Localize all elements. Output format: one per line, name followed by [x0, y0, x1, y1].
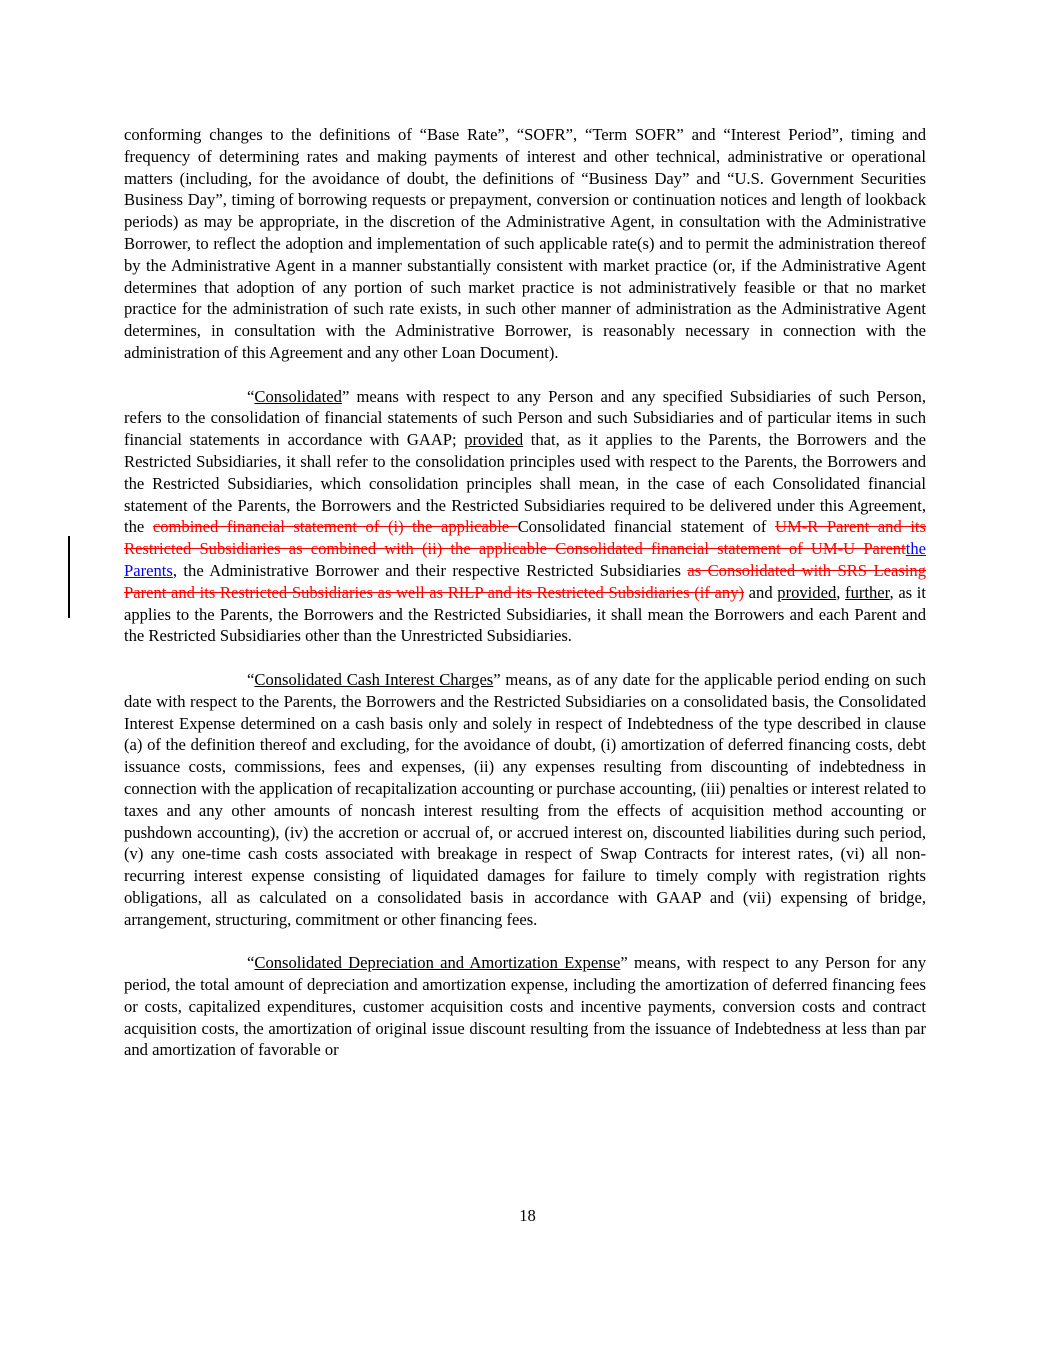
deleted-text: as Consolidated with SRS Leasing Parent and its Restricted Subsidiaries as well as RILP and its Restricted Subsidiaries (if any)	[124, 560, 926, 602]
page-number: 18	[519, 1206, 536, 1225]
revision-change-bar	[68, 536, 70, 618]
further-term: further	[845, 582, 890, 602]
inserted-text: the Parents	[124, 539, 926, 580]
defined-term-consolidated-depreciation-amortization: Consolidated Depreciation and Amortization Expense	[254, 953, 621, 973]
defined-term-consolidated-cash-interest-charges: Consolidated Cash Interest Charges	[254, 669, 494, 689]
paragraph-consolidated-cash-interest-charges: “Consolidated Cash Interest Charges” means, as of any date for the applicable period ending on such date with respect to the Parents, the Borrowers and the Restricted Subsidiaries on a consolidated basis, the Consolidated Interest Expense determined on a cash basis only and solely in respect of Indebtedness of the type described in clause (a) of the definition thereof and excluding, for the avoidance of doubt, (i) amortization of deferred financing costs, debt issuance costs, commissions, fees and expenses, (ii) any expenses resulting from discounting of indebtedness in connection with the application of recapitalization accounting or purchase accounting, (iii) penalties or interest related to taxes and any other amounts of noncash interest resulting from the effects of acquisition method accounting or pushdown accounting), (iv) the accretion or accrual of, or accrued interest on, discounted liabilities during such period, (v) any one-time cash costs associated with breakage in respect of Swap Contracts for interest rates, (vi) all non-recurring interest expense consisting of liquidated damages for failure to timely comply with registration rights obligations, all as calculated on a consolidated basis in accordance with GAAP and (vii) expensing of bridge, arrangement, structuring, commitment or other financing fees.	[124, 669, 927, 929]
deleted-text: UM-R Parent and its Restricted Subsidiaries as combined with (ii) the applicable Consolidated financial statement of UM-U Parent	[124, 517, 926, 559]
provided-term: provided	[777, 582, 837, 602]
paragraph-benchmark-conforming-changes: conforming changes to the definitions of “Base Rate”, “SOFR”, “Term SOFR” and “Interest Period”, timing and frequency of determining rates and making payments of interest and other technical, administrative or operational matters (including, for the avoidance of doubt, the definitions of “Business Day” and “U.S. Government Securities Business Day”, timing of borrowing requests or prepayment, conversion or continuation notices and length of lookback periods) as may be appropriate, in the discretion of the Administrative Agent, in consultation with the Administrative Borrower, to reflect the adoption and implementation of such applicable rate(s) and to permit the administration thereof by the Administrative Agent in a manner substantially consistent with market practice (or, if the Administrative Agent determines that adoption of any portion of such market practice is not administratively feasible or that no market practice for the administration of such rate exists, in such other manner of administration as the Administrative Agent determines, in consultation with the Administrative Borrower, is reasonably necessary in connection with the administration of this Agreement and any other Loan Document).	[124, 125, 926, 362]
defined-term-consolidated: Consolidated	[254, 386, 342, 406]
provided-term: provided	[464, 430, 524, 450]
document-page	[124, 124, 926, 1061]
paragraph-consolidated: “Consolidated” means with respect to any Person and any specified Subsidiaries of such Person, refers to the consolidation of financial statements of such Person and such Subsidiaries and of particular items in such financial statements in accordance with GAAP; provided that, as it applies to the Parents, the Borrowers and the Restricted Subsidiaries, it shall refer to the consolidation principles used with respect to the Parents, the Borrowers and the Restricted Subsidiaries, which consolidation principles shall mean, in the case of each Consolidated financial statement of the Parents, the Borrowers and the Restricted Subsidiaries required to be delivered under this Agreement, the combined financial statement of (i) the applicable Consolidated financial statement of UM-R Parent and its Restricted Subsidiaries as combined with (ii) the applicable Consolidated financial statement of UM-U Parentthe Parents, the Administrative Borrower and their respective Restricted Subsidiaries as Consolidated with SRS Leasing Parent and its Restricted Subsidiaries as well as RILP and its Restricted Subsidiaries (if any) and provided, further, as it applies to the Parents, the Borrowers and the Restricted Subsidiaries, it shall mean the Borrowers and each Parent and the Restricted Subsidiaries other than the Unrestricted Subsidiaries.	[124, 386, 927, 646]
paragraph-consolidated-depreciation-amortization: “Consolidated Depreciation and Amortization Expense” means, with respect to any Person for any period, the total amount of depreciation and amortization expense, including the amortization of deferred financing fees or costs, capitalized expenditures, customer acquisition costs and incentive payments, conversion costs and contract acquisition costs, the amortization of original issue discount resulting from the issuance of Indebtedness at less than par and amortization of favorable or	[124, 953, 926, 1060]
deleted-text: combined financial statement of (i) the applicable	[152, 517, 518, 537]
